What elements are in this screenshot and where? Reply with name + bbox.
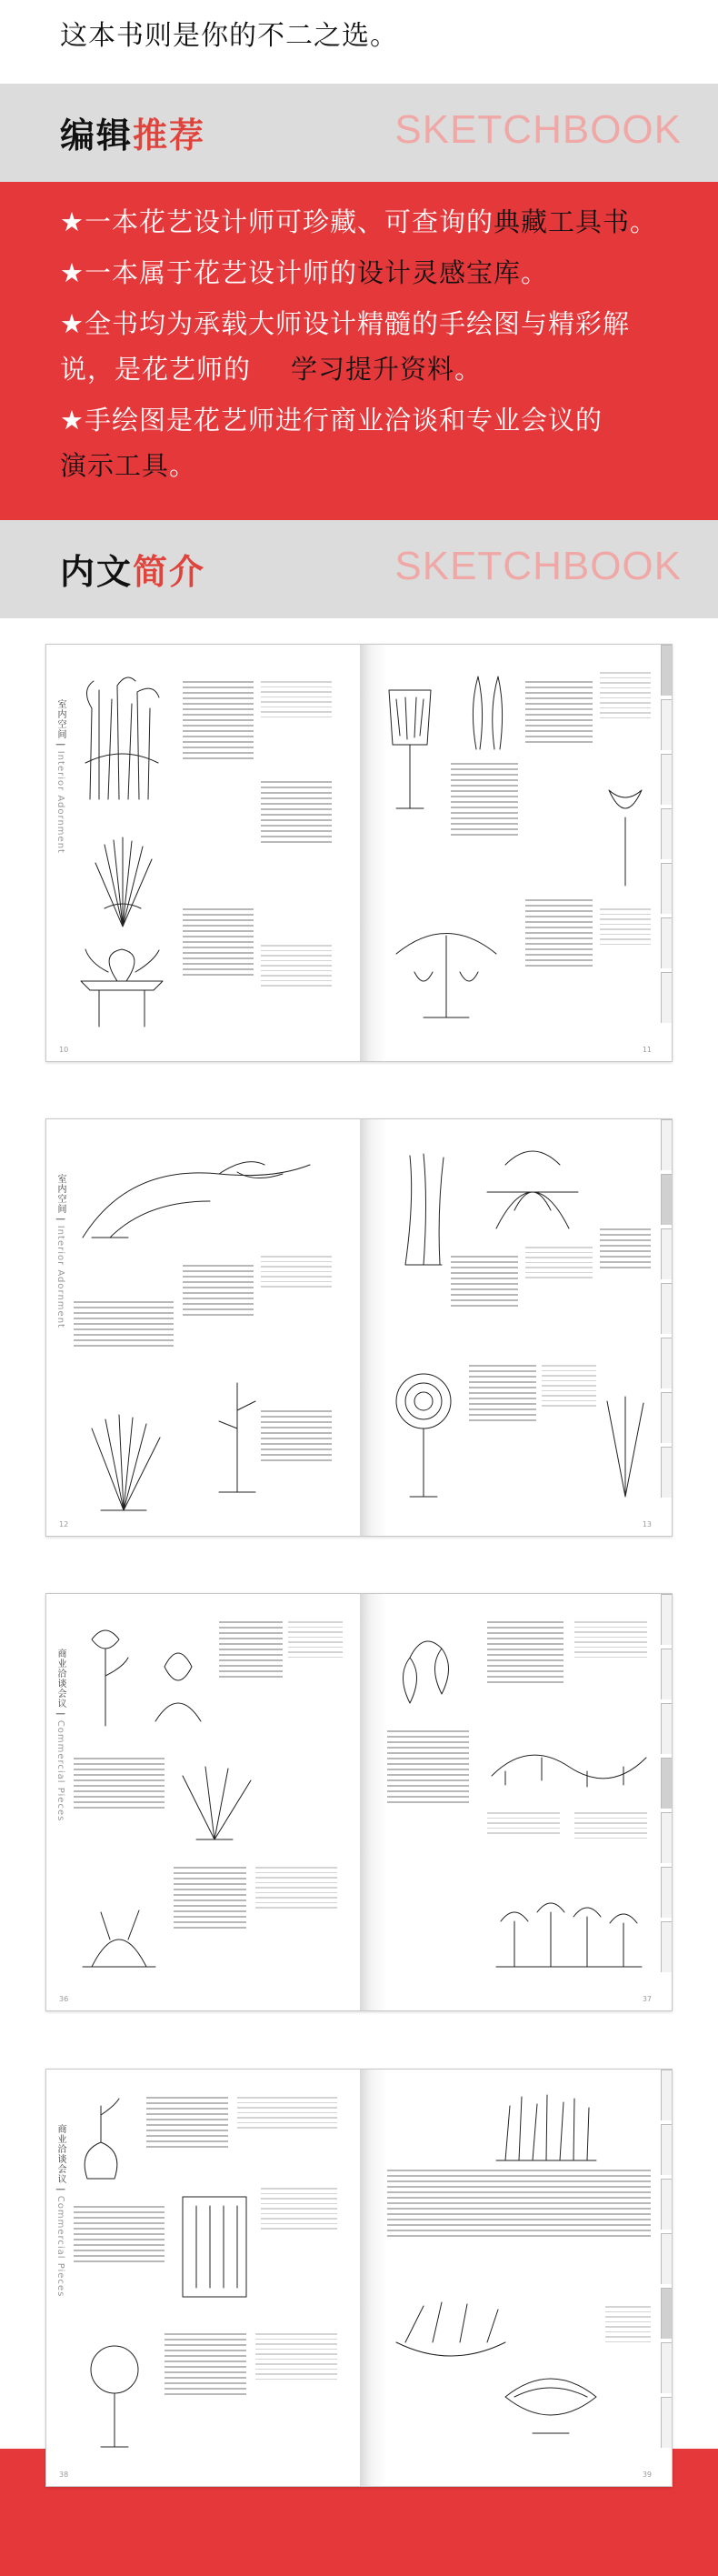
text-block: [261, 1410, 332, 1465]
book-page-left: [46, 2070, 360, 2487]
sketch-tall-vases: [72, 672, 172, 808]
recommend-item: 演示工具。: [60, 450, 197, 481]
text-block-en: [542, 1365, 596, 1410]
book-page-right: [360, 1594, 673, 2011]
intro-text: 这本书则是你的不二之选。: [60, 20, 398, 52]
sketch-spray-bouquet: [165, 1758, 264, 1849]
sketch-grass-bundle: [77, 836, 168, 936]
chapter-tabs: [661, 1119, 673, 1537]
text-block-en: [261, 2188, 337, 2233]
text-block-en: [237, 2097, 337, 2132]
page-number: 38: [59, 2471, 69, 2479]
recommend-list: [0, 182, 718, 520]
book-spread: [45, 1593, 673, 2011]
page-number: 12: [59, 1520, 69, 1529]
text-block: [74, 1301, 174, 1350]
book-page-right: [360, 2070, 673, 2487]
text-block-en: [255, 1867, 337, 1912]
text-block-en: [600, 672, 651, 722]
text-block: [219, 1621, 283, 1681]
text-block-en: [261, 945, 332, 990]
sketch-trees-row: [487, 1885, 651, 1976]
sketch-lamp-vase: [378, 681, 442, 817]
text-block: [451, 1256, 518, 1310]
sketch-leaf-blades: [598, 1392, 653, 1501]
content-title: 内文简介: [60, 552, 206, 592]
sketch-hanging-frame: [174, 2188, 255, 2306]
content-header: [0, 520, 718, 618]
text-block: [146, 2097, 228, 2151]
text-block: [525, 681, 593, 747]
text-block: [74, 1758, 165, 1812]
chapter-tabs: [661, 645, 673, 1062]
sketch-flower-stem: [74, 1621, 137, 1730]
recommend-item: ★一本属于花艺设计师的设计灵感宝库。: [60, 257, 549, 288]
book-spread: [45, 2069, 673, 2487]
recommend-item: ★手绘图是花艺师进行商业洽谈和专业会议的: [60, 405, 603, 436]
spine-label: 商业洽谈会议 | Commercial Pieces: [55, 1649, 65, 1822]
book-page-right: [360, 645, 673, 1062]
sketch-ring-stand: [83, 2333, 146, 2451]
sketch-arch-branch: [74, 1147, 319, 1256]
content-brand: SKETCHBOOK: [394, 544, 682, 588]
page-number: 11: [642, 1046, 652, 1054]
sketch-low-arrangement: [74, 1903, 165, 1976]
text-block: [183, 908, 254, 979]
sketch-heart-pods: [387, 1621, 469, 1712]
text-block-en: [261, 1256, 332, 1291]
page-number: 13: [642, 1520, 652, 1529]
spine-label: 商业洽谈会议 | Commercial Pieces: [55, 2124, 65, 2298]
sketch-nest-bowl: [496, 2342, 605, 2442]
sketch-low-bowl: [387, 2297, 514, 2370]
spine-label: 室内空间 | Interior Adornment: [55, 699, 65, 854]
recommend-item: 说，是花艺师的 学习提升资料。: [60, 354, 483, 385]
page-number: 36: [59, 1995, 69, 2003]
text-block-en: [487, 1812, 560, 1838]
text-block-en: [600, 908, 651, 948]
spine-label: 室内空间 | Interior Adornment: [55, 1174, 65, 1328]
text-block: [451, 763, 518, 839]
text-block: [174, 1867, 246, 1932]
text-block: [487, 1621, 563, 1687]
text-block: [525, 899, 593, 970]
book-page-left: [46, 645, 360, 1062]
sketch-garland: [487, 1730, 651, 1794]
chapter-tabs: [661, 1594, 673, 2011]
text-block-en: [255, 2333, 337, 2383]
text-block: [165, 2333, 246, 2399]
text-block-en: [574, 1621, 647, 1661]
text-block-en: [261, 681, 332, 721]
text-block-en: [288, 1621, 343, 1661]
sketch-vertical-bundle: [387, 1147, 460, 1274]
text-block: [600, 1228, 651, 1272]
book-spread: [45, 1118, 673, 1537]
sketch-umbrella-plant: [387, 917, 505, 1027]
text-block-en: [574, 1812, 647, 1842]
book-page-right: [360, 1119, 673, 1537]
text-block: [469, 1365, 536, 1425]
sketch-spiral-circle: [387, 1347, 460, 1501]
text-block: [183, 681, 254, 763]
recommend-item: ★一本花艺设计师可珍藏、可查询的典藏工具书。: [60, 206, 658, 237]
text-block: [183, 1265, 254, 1319]
page-number: 10: [59, 1046, 69, 1054]
chapter-tabs: [661, 2070, 673, 2487]
sketch-tulip-stem: [598, 781, 653, 890]
page-number: 37: [642, 1995, 652, 2003]
sketch-swirl-vase: [137, 1630, 219, 1730]
book-spread: [45, 644, 673, 1062]
text-block-en: [525, 1247, 593, 1282]
sketch-bulb-vase: [74, 2097, 128, 2188]
recommend-title: 编辑推荐: [60, 115, 206, 155]
sketch-grass-hedge: [487, 2088, 605, 2170]
text-block: [387, 1730, 469, 1807]
recommend-brand: SKETCHBOOK: [394, 107, 682, 152]
text-block: [74, 2206, 165, 2266]
text-block: [387, 2170, 651, 2240]
page-number: 39: [642, 2471, 652, 2479]
text-block-en: [605, 2306, 651, 2346]
sketch-feather-pair: [460, 672, 514, 754]
sketch-flower-cluster: [469, 1138, 596, 1238]
book-page-left: [46, 1594, 360, 2011]
book-page-left: [46, 1119, 360, 1537]
recommend-item: ★全书均为承载大师设计精髓的手绘图与精彩解: [60, 308, 631, 339]
sketch-table-arrangement: [72, 945, 172, 1036]
recommend-header: [0, 84, 718, 182]
text-block: [261, 781, 332, 847]
sketch-grass-tuft: [74, 1410, 174, 1519]
